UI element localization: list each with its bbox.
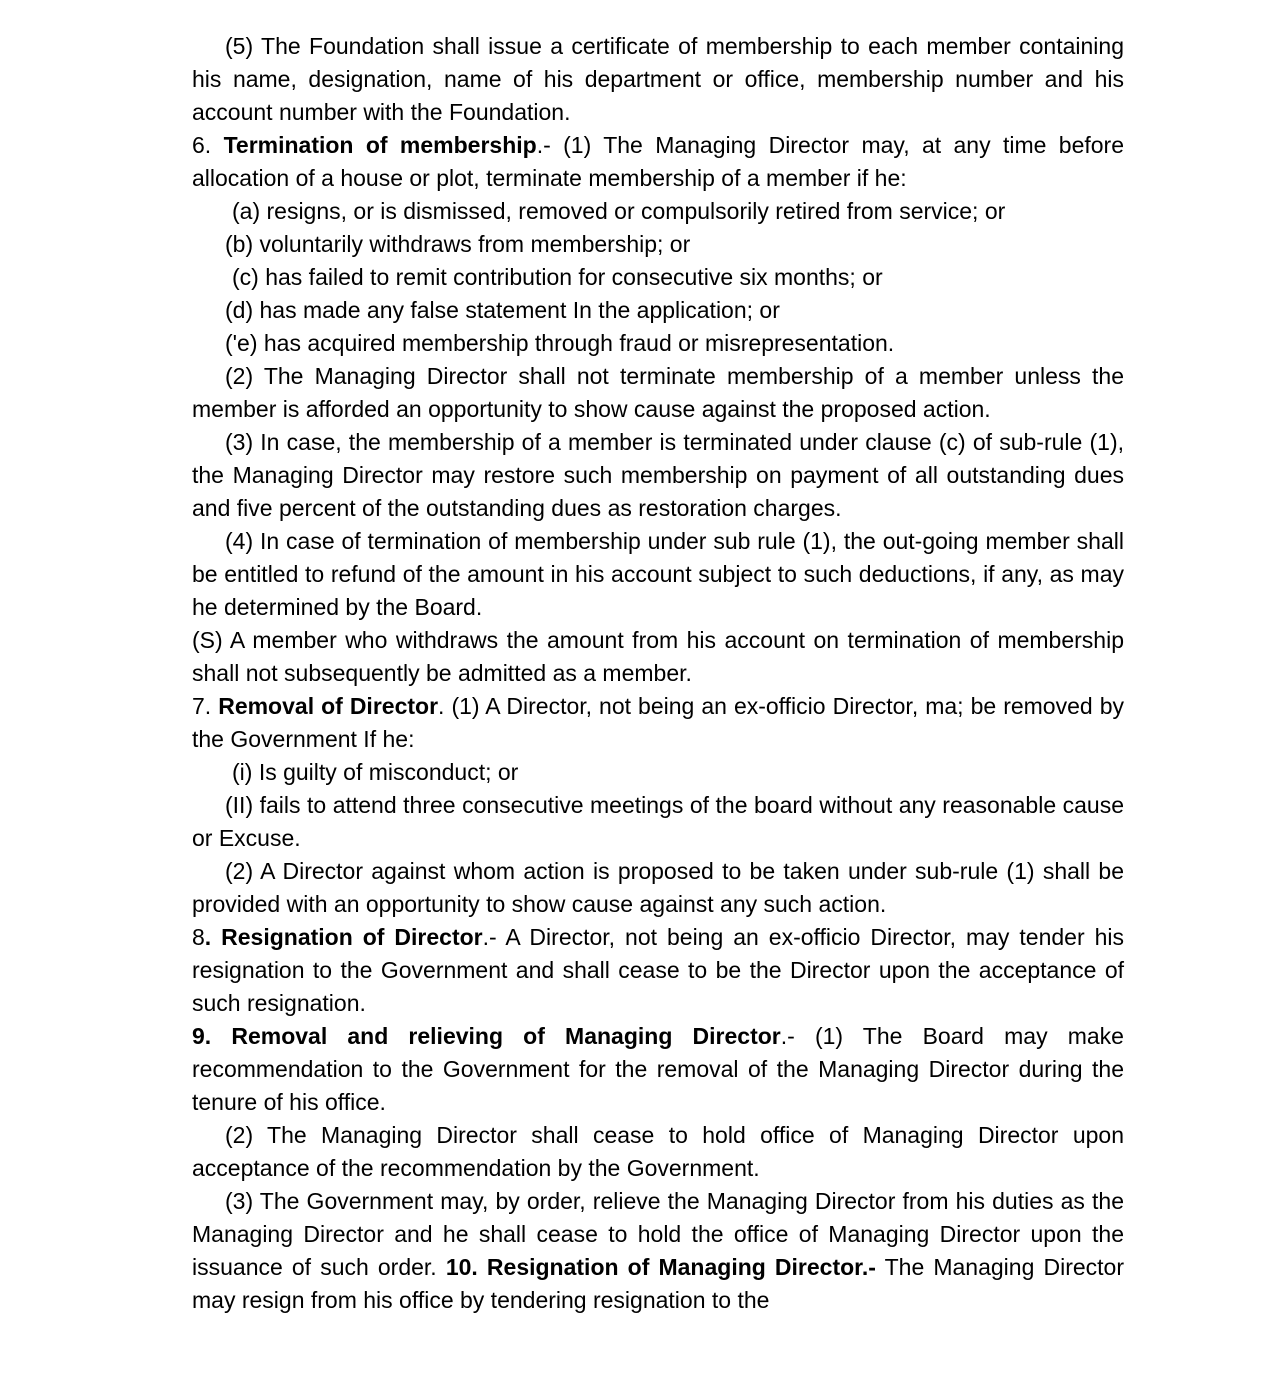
- rule-9-text: .- (1) The Board may make recommendation to the Government for the removal of the Managing Director during the tenure of his office.: [192, 1023, 1124, 1115]
- document-page: [192, 30, 1124, 1317]
- rule-6-intro: .- (1) The Managing Director may, at any time before allocation of a house or plot, terminate membership of a member if he:: [192, 132, 1125, 191]
- rule-7-number: 7.: [192, 693, 219, 719]
- rule-6-item-b: (b) voluntarily withdraws from membership; or: [225, 231, 691, 257]
- rule-7-item-ii: (II) fails to attend three consecutive meetings of the board without any reasonable cause or Excuse.: [192, 792, 1124, 851]
- rule-7-sub-2: (2) A Director against whom action is proposed to be taken under sub-rule (1) shall be provided with an opportunity to show cause against any such action.: [192, 858, 1124, 917]
- rule-5-sub-5: (5) The Foundation shall issue a certificate of membership to each member containing his name, designation, name of his department or office, membership number and his account number with the Foundation.: [192, 33, 1124, 125]
- rule-6-sub-3: (3) In case, the membership of a member is terminated under clause (c) of sub-rule (1), the Managing Director may restore such membership on payment of all outstanding dues and five percent of the outstanding dues as restoration charges.: [192, 429, 1124, 521]
- rule-7-item-i: (i) Is guilty of misconduct; or: [232, 759, 519, 785]
- rule-10-text: The Managing Director may resign from his office by tendering resignation to the: [192, 1254, 1125, 1313]
- rule-9-heading: 9. Removal and relieving of Managing Director: [192, 1023, 781, 1049]
- rule-9-sub-3-paragraph: [192, 1185, 1124, 1317]
- rule-7-heading: Removal of Director: [218, 693, 439, 719]
- rule-7-paragraph: [192, 690, 1124, 756]
- rule-6-sub-2: (2) The Managing Director shall not terminate membership of a member unless the member is afforded an opportunity to show cause against the proposed action.: [192, 363, 1124, 422]
- rule-6-heading: Termination of membership: [223, 132, 537, 158]
- rule-9-sub-3: (3) The Government may, by order, relieve the Managing Director from his duties as the Managing Director and he shall cease to hold the office of Managing Director upon the issuance of such order.: [192, 1188, 1124, 1280]
- rule-6-paragraph: [192, 129, 1124, 195]
- rule-6-item-d: (d) has made any false statement In the application; or: [225, 297, 780, 323]
- rule-8-number: 8: [192, 924, 205, 950]
- rule-6-sub-5: (S) A member who withdraws the amount from his account on termination of membership shall not subsequently be admitted as a member.: [192, 627, 1124, 686]
- rule-10-heading: 10. Resignation of Managing Director.-: [445, 1254, 876, 1280]
- rule-6-sub-4: (4) In case of termination of membership under sub rule (1), the out-going member shall be entitled to refund of the amount in his account subject to such deductions, if any, as may he determined by the Board.: [192, 528, 1124, 620]
- rule-8-heading: . Resignation of Director: [204, 924, 483, 950]
- rule-9-sub-2: (2) The Managing Director shall cease to hold office of Managing Director upon acceptance of the recommendation by the Government.: [192, 1122, 1124, 1181]
- rule-9-paragraph: [192, 1020, 1124, 1119]
- rule-6-item-a: (a) resigns, or is dismissed, removed or compulsorily retired from service; or: [232, 198, 1006, 224]
- rule-8-paragraph: [192, 921, 1124, 1020]
- rule-6-number: 6.: [192, 132, 224, 158]
- rule-6-item-e: ('e) has acquired membership through fraud or misrepresentation.: [225, 330, 895, 356]
- rule-7-intro: . (1) A Director, not being an ex-officio Director, ma; be removed by the Government If he:: [192, 693, 1124, 752]
- rule-8-text: .- A Director, not being an ex-officio Director, may tender his resignation to the Government and shall cease to be the Director upon the acceptance of such resignation.: [192, 924, 1124, 1016]
- rule-6-item-c: (c) has failed to remit contribution for consecutive six months; or: [232, 264, 883, 290]
